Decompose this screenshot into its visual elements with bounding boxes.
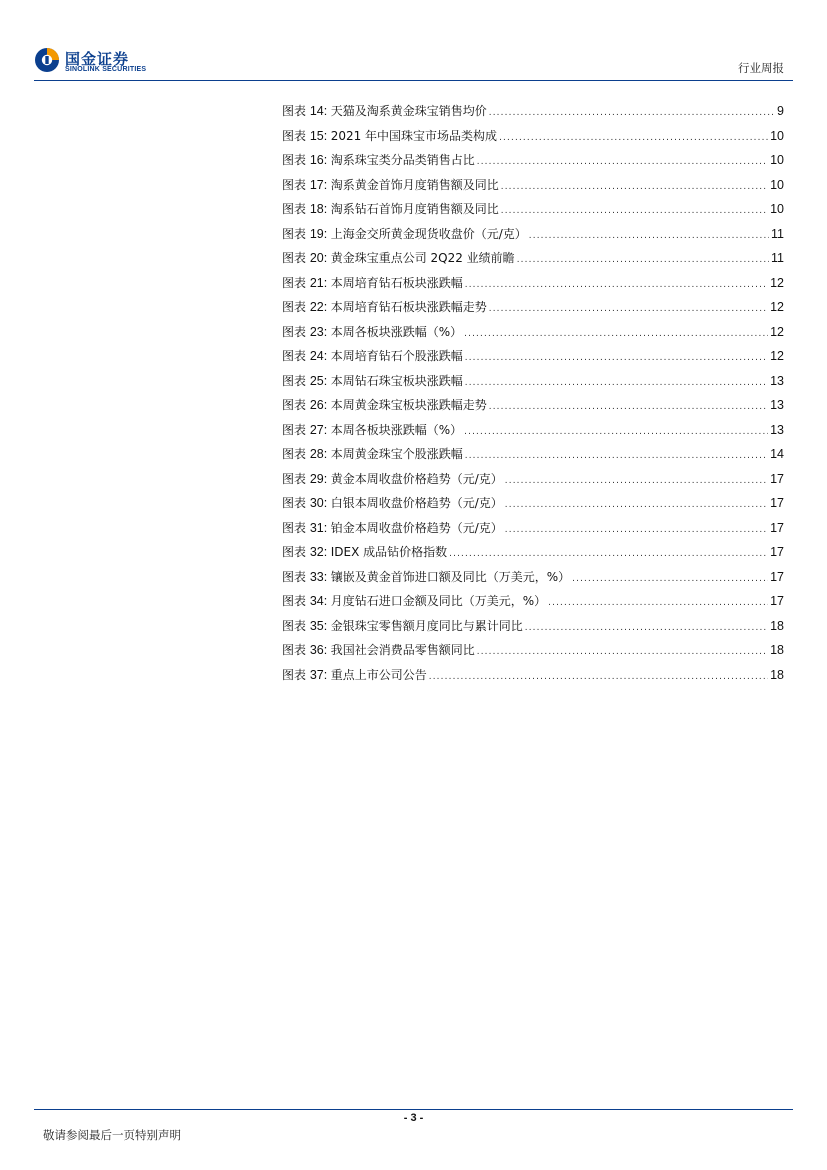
toc-entry[interactable] <box>282 444 784 469</box>
toc-entry[interactable] <box>282 248 784 273</box>
toc-entry-title: 淘系钻石首饰月度销售额及同比 <box>330 202 499 216</box>
toc-entry-label: 图表 27: 本周各板块涨跌幅（%） <box>282 422 463 437</box>
toc-dot-leader <box>449 544 768 564</box>
toc-entry-title: 2021 年中国珠宝市场品类构成 <box>330 128 498 143</box>
toc-entry-number: 20 <box>309 251 324 265</box>
toc-entry-number: 27 <box>309 422 324 437</box>
footer-divider <box>34 1109 793 1110</box>
toc-entry-page: 17 <box>770 471 784 486</box>
toc-entry-prefix: 图表 <box>282 569 307 584</box>
toc-entry-page: 18 <box>770 618 784 633</box>
toc-entry-title: 淘系黄金首饰月度销售额及同比 <box>330 177 499 192</box>
toc-entry-number: 14 <box>309 104 324 118</box>
toc-entry-number: 34 <box>309 594 324 608</box>
report-category: 行业周报 <box>738 61 784 75</box>
toc-entry-title: 月度钻石进口金额及同比（万美元，%） <box>330 594 547 608</box>
toc-dot-leader <box>489 397 768 417</box>
toc-entry-label: 图表 34: 月度钻石进口金额及同比（万美元，%） <box>282 594 547 608</box>
toc-entry-prefix: 图表 <box>282 618 307 633</box>
toc-entry-title: 金银珠宝零售额月度同比与累计同比 <box>330 618 523 633</box>
toc-entry[interactable] <box>282 101 784 126</box>
toc-entry-prefix: 图表 <box>282 128 307 143</box>
toc-entry[interactable] <box>282 199 784 224</box>
toc-entry-number: 36 <box>309 643 324 657</box>
toc-dot-leader <box>489 299 768 319</box>
toc-entry-prefix: 图表 <box>282 398 307 412</box>
toc-entry-number: 30 <box>309 496 324 510</box>
toc-entry-number: 32 <box>309 545 324 559</box>
toc-entry-title: 本周各板块涨跌幅（%） <box>330 422 463 437</box>
toc-entry[interactable] <box>282 591 784 616</box>
toc-entry[interactable] <box>282 175 784 200</box>
toc-entry-label: 图表 24: 本周培育钻石个股涨跌幅 <box>282 349 463 363</box>
toc-entry-label: 图表 35: 金银珠宝零售额月度同比与累计同比 <box>282 618 523 633</box>
toc-dot-leader <box>525 618 768 638</box>
toc-entry-prefix: 图表 <box>282 471 307 486</box>
toc-entry-prefix: 图表 <box>282 202 307 216</box>
toc-entry-page: 10 <box>770 128 784 143</box>
toc-entry-number: 23 <box>309 324 324 339</box>
toc-entry-label: 图表 16: 淘系珠宝类分品类销售占比 <box>282 153 475 167</box>
toc-entry-page: 12 <box>770 349 784 363</box>
sinolink-logo-icon <box>34 47 60 73</box>
toc-entry[interactable] <box>282 420 784 445</box>
toc-entry-title: 白银本周收盘价格趋势（元/克） <box>330 496 503 510</box>
toc-dot-leader <box>572 569 768 589</box>
toc-entry-title: 本周各板块涨跌幅（%） <box>330 324 463 339</box>
toc-entry[interactable] <box>282 273 784 298</box>
toc-entry-title: 本周培育钻石板块涨跌幅 <box>330 275 463 290</box>
toc-entry-title: 上海金交所黄金现货收盘价（元/克） <box>330 226 527 241</box>
toc-entry-title: IDEX 成品钻价格指数 <box>330 545 448 559</box>
disclaimer-note: 敬请参阅最后一页特别声明 <box>43 1128 181 1142</box>
toc-dot-leader <box>464 324 768 344</box>
toc-entry[interactable] <box>282 322 784 347</box>
toc-entry-number: 18 <box>309 202 324 216</box>
toc-entry[interactable] <box>282 395 784 420</box>
toc-dot-leader <box>465 348 768 368</box>
toc-entry-prefix: 图表 <box>282 104 307 118</box>
toc-entry-page: 13 <box>770 373 784 388</box>
toc-entry-prefix: 图表 <box>282 643 307 657</box>
toc-entry-label: 图表 25: 本周钻石珠宝板块涨跌幅 <box>282 373 463 388</box>
toc-entry-label: 图表 30: 白银本周收盘价格趋势（元/克） <box>282 496 503 510</box>
toc-entry-label: 图表 26: 本周黄金珠宝板块涨跌幅走势 <box>282 398 487 412</box>
toc-entry-number: 29 <box>309 471 324 486</box>
toc-dot-leader <box>548 593 768 613</box>
toc-entry-number: 24 <box>309 349 324 363</box>
toc-entry-number: 37 <box>309 667 324 682</box>
toc-entry-prefix: 图表 <box>282 520 307 535</box>
toc-dot-leader <box>465 373 768 393</box>
toc-entry-label: 图表 20: 黄金珠宝重点公司 2Q22 业绩前瞻 <box>282 251 515 265</box>
toc-entry-prefix: 图表 <box>282 349 307 363</box>
toc-entry-page: 14 <box>770 447 784 461</box>
toc-entry-prefix: 图表 <box>282 324 307 339</box>
toc-entry-prefix: 图表 <box>282 667 307 682</box>
toc-entry-title: 本周黄金珠宝板块涨跌幅走势 <box>330 398 487 412</box>
toc-entry-title: 铂金本周收盘价格趋势（元/克） <box>330 520 503 535</box>
toc-entry-page: 10 <box>770 153 784 167</box>
toc-entry-prefix: 图表 <box>282 422 307 437</box>
toc-entry[interactable] <box>282 150 784 175</box>
toc-entry-page: 17 <box>770 594 784 608</box>
toc-entry-prefix: 图表 <box>282 594 307 608</box>
toc-entry-prefix: 图表 <box>282 447 307 461</box>
toc-entry[interactable] <box>282 371 784 396</box>
toc-entry-label: 图表 37: 重点上市公司公告 <box>282 667 427 682</box>
toc-entry-number: 25 <box>309 373 324 388</box>
toc-dot-leader <box>501 177 768 197</box>
toc-entry[interactable] <box>282 518 784 543</box>
toc-entry-page: 13 <box>770 422 784 437</box>
toc-dot-leader <box>465 275 768 295</box>
toc-dot-leader <box>489 103 775 123</box>
toc-entry-label: 图表 29: 黄金本周收盘价格趋势（元/克） <box>282 471 503 486</box>
toc-entry-prefix: 图表 <box>282 226 307 241</box>
toc-entry-title: 重点上市公司公告 <box>330 667 427 682</box>
toc-entry-prefix: 图表 <box>282 545 307 559</box>
toc-entry-page: 18 <box>770 643 784 657</box>
toc-entry-prefix: 图表 <box>282 373 307 388</box>
toc-entry-page: 17 <box>770 496 784 510</box>
toc-entry-label: 图表 14: 天猫及淘系黄金珠宝销售均价 <box>282 104 487 118</box>
toc-entry-label: 图表 36: 我国社会消费品零售额同比 <box>282 643 475 657</box>
toc-entry[interactable] <box>282 469 784 494</box>
toc-entry-title: 镶嵌及黄金首饰进口额及同比（万美元，%） <box>330 569 571 584</box>
toc-entry-title: 本周钻石珠宝板块涨跌幅 <box>330 373 463 388</box>
toc-entry-prefix: 图表 <box>282 177 307 192</box>
toc-entry-number: 15 <box>309 128 324 143</box>
toc-entry-title: 天猫及淘系黄金珠宝销售均价 <box>330 104 487 118</box>
toc-dot-leader <box>505 471 768 491</box>
toc-dot-leader <box>429 667 768 687</box>
toc-entry-page: 12 <box>770 275 784 290</box>
toc-entry-page: 17 <box>770 520 784 535</box>
toc-entry-label: 图表 15: 2021 年中国珠宝市场品类构成 <box>282 128 498 143</box>
toc-entry-label: 图表 23: 本周各板块涨跌幅（%） <box>282 324 463 339</box>
toc-entry-prefix: 图表 <box>282 496 307 510</box>
page-number: - 3 - <box>403 1112 424 1124</box>
toc-entry-number: 17 <box>309 177 324 192</box>
page-header <box>0 0 827 82</box>
toc-entry-page: 9 <box>777 104 784 118</box>
toc-entry-label: 图表 21: 本周培育钻石板块涨跌幅 <box>282 275 463 290</box>
toc-entry-number: 33 <box>309 569 324 584</box>
toc-entry-number: 35 <box>309 618 324 633</box>
toc-entry-number: 19 <box>309 226 324 241</box>
toc-entry-page: 18 <box>770 667 784 682</box>
toc-entry-page: 11 <box>771 226 784 241</box>
header-divider <box>34 80 793 81</box>
toc-entry[interactable] <box>282 640 784 665</box>
toc-entry-page: 10 <box>770 177 784 192</box>
toc-entry[interactable] <box>282 346 784 371</box>
toc-dot-leader <box>505 495 768 515</box>
toc-entry[interactable] <box>282 665 784 690</box>
toc-entry-page: 17 <box>770 569 784 584</box>
toc-dot-leader <box>529 226 769 246</box>
toc-entry-label: 图表 17: 淘系黄金首饰月度销售额及同比 <box>282 177 499 192</box>
toc-entry-title: 黄金本周收盘价格趋势（元/克） <box>330 471 503 486</box>
toc-entry-title: 本周培育钻石个股涨跌幅 <box>330 349 463 363</box>
toc-entry-page: 10 <box>770 202 784 216</box>
toc-entry-label: 图表 18: 淘系钻石首饰月度销售额及同比 <box>282 202 499 216</box>
toc-entry-page: 17 <box>770 545 784 559</box>
toc-entry-label: 图表 31: 铂金本周收盘价格趋势（元/克） <box>282 520 503 535</box>
toc-entry-label: 图表 22: 本周培育钻石板块涨跌幅走势 <box>282 300 487 314</box>
toc-entry-page: 12 <box>770 300 784 314</box>
toc-entry[interactable] <box>282 297 784 322</box>
figure-list <box>282 101 784 689</box>
toc-dot-leader <box>499 128 768 148</box>
toc-entry-title: 淘系珠宝类分品类销售占比 <box>330 153 475 167</box>
toc-entry-label: 图表 33: 镶嵌及黄金首饰进口额及同比（万美元，%） <box>282 569 571 584</box>
toc-entry-label: 图表 19: 上海金交所黄金现货收盘价（元/克） <box>282 226 527 241</box>
toc-entry[interactable] <box>282 542 784 567</box>
toc-entry-label: 图表 32: IDEX 成品钻价格指数 <box>282 545 448 559</box>
toc-entry-number: 28 <box>309 447 324 461</box>
toc-entry[interactable] <box>282 567 784 592</box>
toc-entry-number: 21 <box>309 275 324 290</box>
toc-entry-prefix: 图表 <box>282 153 307 167</box>
toc-dot-leader <box>477 152 768 172</box>
toc-dot-leader <box>465 446 768 466</box>
toc-entry-number: 16 <box>309 153 324 167</box>
toc-entry-number: 31 <box>309 520 324 535</box>
toc-entry[interactable] <box>282 493 784 518</box>
toc-dot-leader <box>501 201 768 221</box>
toc-dot-leader <box>464 422 768 442</box>
logo-english-name: SINOLINK SECURITIES <box>65 66 147 73</box>
toc-entry[interactable] <box>282 616 784 641</box>
toc-entry-number: 26 <box>309 398 324 412</box>
toc-entry-label: 图表 28: 本周黄金珠宝个股涨跌幅 <box>282 447 463 461</box>
toc-entry-prefix: 图表 <box>282 300 307 314</box>
toc-dot-leader <box>517 250 769 270</box>
toc-entry-title: 黄金珠宝重点公司 2Q22 业绩前瞻 <box>330 251 515 265</box>
toc-entry-title: 本周培育钻石板块涨跌幅走势 <box>330 300 487 314</box>
toc-dot-leader <box>505 520 768 540</box>
toc-entry[interactable] <box>282 126 784 151</box>
toc-entry-prefix: 图表 <box>282 251 307 265</box>
toc-entry-page: 12 <box>770 324 784 339</box>
toc-entry-page: 11 <box>771 251 784 265</box>
toc-entry-number: 22 <box>309 300 324 314</box>
toc-entry-prefix: 图表 <box>282 275 307 290</box>
toc-dot-leader <box>477 642 768 662</box>
toc-entry-page: 13 <box>770 398 784 412</box>
toc-entry-title: 我国社会消费品零售额同比 <box>330 643 475 657</box>
toc-entry[interactable] <box>282 224 784 249</box>
logo-chinese-name: 国金证券 <box>65 50 130 68</box>
toc-entry-title: 本周黄金珠宝个股涨跌幅 <box>330 447 463 461</box>
